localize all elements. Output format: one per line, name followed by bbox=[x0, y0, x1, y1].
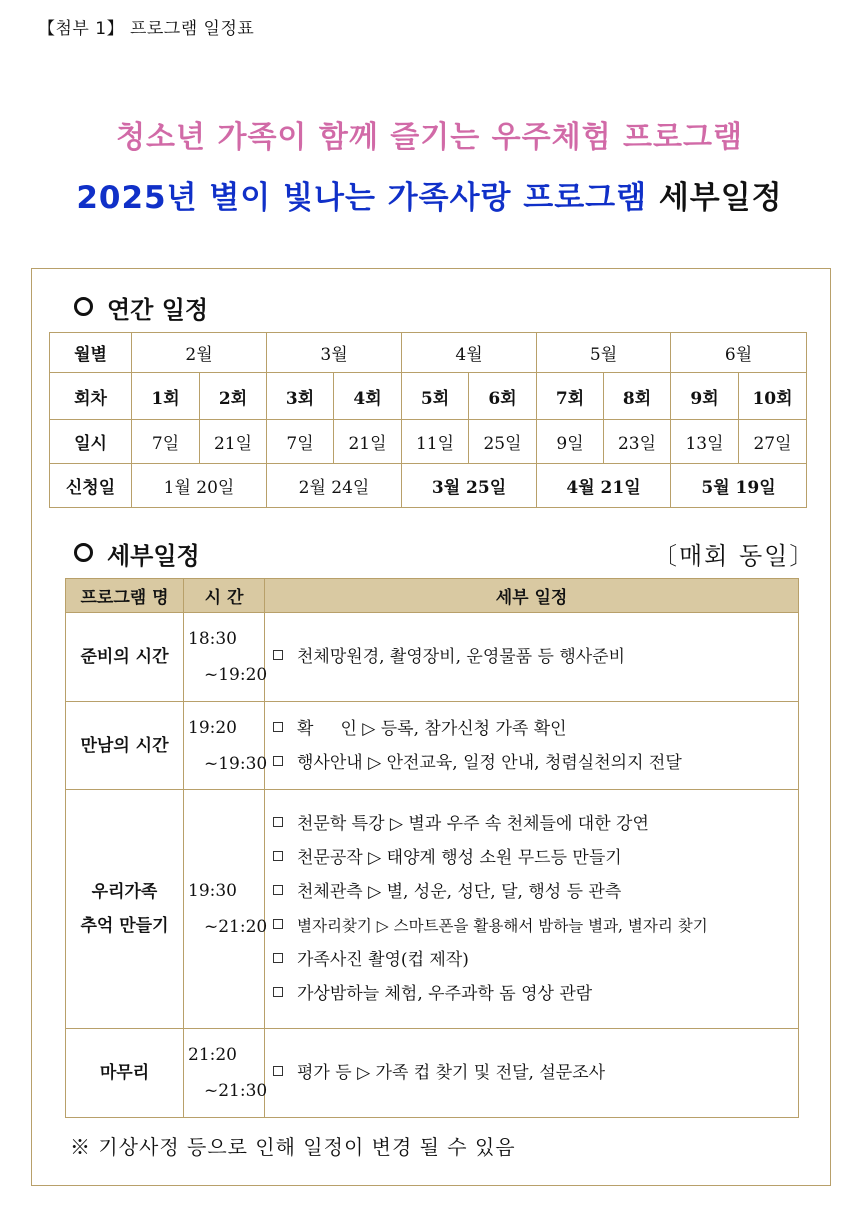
list-item: 천체관측 ▷ 별, 성운, 성단, 달, 행성 등 관측 bbox=[273, 875, 798, 909]
table-row bbox=[66, 702, 799, 790]
weather-change-note: ※ 기상사정 등으로 인해 일정이 변경 될 수 있음 bbox=[70, 1135, 516, 1159]
program-time bbox=[184, 1029, 268, 1118]
program-name: 마무리 bbox=[66, 1029, 184, 1118]
date-cell: 21일 bbox=[200, 420, 267, 464]
date-cell: 7일 bbox=[132, 420, 200, 464]
list-item: 별자리찾기 ▷ 스마트폰을 활용해서 밤하늘 별과, 별자리 찾기 bbox=[273, 909, 798, 943]
month-row bbox=[50, 333, 807, 373]
list-item: 천문학 특강 ▷ 별과 우주 속 천체들에 대한 강연 bbox=[273, 807, 798, 841]
session-cell: 9회 bbox=[671, 373, 739, 420]
row-label-date: 일시 bbox=[50, 420, 132, 464]
apply-date-cell: 2월 24일 bbox=[267, 464, 402, 508]
attachment-label: 【첨부 1】 프로그램 일정표 bbox=[38, 19, 255, 39]
square-bullet-icon bbox=[273, 722, 283, 732]
month-cell: 4월 bbox=[402, 333, 537, 373]
session-cell: 3회 bbox=[267, 373, 334, 420]
program-name: 만남의 시간 bbox=[66, 702, 184, 790]
row-label-apply: 신청일 bbox=[50, 464, 132, 508]
session-cell: 8회 bbox=[604, 373, 671, 420]
program-time bbox=[184, 790, 268, 1029]
square-bullet-icon bbox=[273, 650, 283, 660]
list-item: 행사안내 ▷ 안전교육, 일정 안내, 청렴실천의지 전달 bbox=[273, 746, 798, 780]
list-item: 평가 등 ▷ 가족 컵 찾기 및 전달, 설문조사 bbox=[273, 1056, 798, 1090]
square-bullet-icon bbox=[273, 987, 283, 997]
apply-date-cell: 5월 19일 bbox=[671, 464, 807, 508]
annual-schedule-heading bbox=[74, 290, 208, 325]
date-cell: 7일 bbox=[267, 420, 334, 464]
circle-bullet-icon bbox=[74, 297, 93, 316]
list-item: 확 인 ▷ 등록, 참가신청 가족 확인 bbox=[273, 712, 798, 746]
time-end: ~21:20 bbox=[204, 917, 268, 937]
circle-bullet-icon bbox=[74, 543, 93, 562]
table-row bbox=[66, 790, 799, 1029]
square-bullet-icon bbox=[273, 885, 283, 895]
time-end: ~19:20 bbox=[204, 665, 268, 685]
square-bullet-icon bbox=[273, 851, 283, 861]
square-bullet-icon bbox=[273, 919, 283, 929]
month-cell: 6월 bbox=[671, 333, 807, 373]
date-cell: 13일 bbox=[671, 420, 739, 464]
program-subtitle: 청소년 가족이 함께 즐기는 우주체험 프로그램 bbox=[116, 120, 743, 155]
program-time bbox=[184, 613, 268, 702]
program-detail bbox=[265, 613, 799, 702]
program-title-suffix: 세부일정 bbox=[658, 180, 783, 216]
time-start: 21:20 bbox=[188, 1045, 237, 1065]
list-item: 천문공작 ▷ 태양계 행성 소원 무드등 만들기 bbox=[273, 841, 798, 875]
detail-schedule-table bbox=[65, 578, 799, 1118]
date-cell: 9일 bbox=[537, 420, 604, 464]
square-bullet-icon bbox=[273, 817, 283, 827]
list-item: 천체망원경, 촬영장비, 운영물품 등 행사준비 bbox=[273, 640, 798, 674]
square-bullet-icon bbox=[273, 1066, 283, 1076]
time-end: ~19:30 bbox=[204, 753, 268, 774]
program-title-main: 2025년 별이 빛나는 가족사랑 프로그램 bbox=[76, 180, 648, 216]
date-cell: 25일 bbox=[469, 420, 537, 464]
program-name: 준비의 시간 bbox=[66, 613, 184, 702]
month-cell: 3월 bbox=[267, 333, 402, 373]
program-time bbox=[184, 702, 268, 790]
detail-heading-text: 세부일정 bbox=[107, 541, 200, 570]
session-cell: 10회 bbox=[739, 373, 807, 420]
time-start: 18:30 bbox=[188, 629, 237, 649]
program-detail bbox=[265, 790, 799, 1029]
detail-schedule-heading bbox=[74, 536, 200, 571]
date-row bbox=[50, 420, 807, 464]
session-cell: 6회 bbox=[469, 373, 537, 420]
date-cell: 23일 bbox=[604, 420, 671, 464]
program-name: 우리가족 추억 만들기 bbox=[66, 790, 184, 1029]
date-cell: 21일 bbox=[334, 420, 402, 464]
table-row bbox=[66, 1029, 799, 1118]
time-start: 19:30 bbox=[188, 881, 237, 901]
program-detail bbox=[265, 702, 799, 790]
apply-date-cell: 1월 20일 bbox=[132, 464, 267, 508]
table-row bbox=[66, 613, 799, 702]
square-bullet-icon bbox=[273, 953, 283, 963]
date-cell: 27일 bbox=[739, 420, 807, 464]
row-label-session: 회차 bbox=[50, 373, 132, 420]
square-bullet-icon bbox=[273, 756, 283, 766]
session-cell: 4회 bbox=[334, 373, 402, 420]
annual-heading-text: 연간 일정 bbox=[107, 295, 209, 324]
list-item: 가족사진 촬영(컵 제작) bbox=[273, 943, 798, 977]
month-cell: 2월 bbox=[132, 333, 267, 373]
session-cell: 7회 bbox=[537, 373, 604, 420]
apply-row bbox=[50, 464, 807, 508]
session-cell: 5회 bbox=[402, 373, 469, 420]
month-cell: 5월 bbox=[537, 333, 671, 373]
program-title bbox=[0, 172, 859, 217]
time-end: ~21:30 bbox=[204, 1081, 268, 1101]
list-item: 가상밤하늘 체험, 우주과학 돔 영상 관람 bbox=[273, 977, 798, 1011]
apply-date-cell: 4월 21일 bbox=[537, 464, 671, 508]
session-cell: 1회 bbox=[132, 373, 200, 420]
annual-schedule-table bbox=[49, 332, 807, 508]
detail-header-row bbox=[66, 579, 799, 613]
col-header-program: 프로그램 명 bbox=[66, 579, 184, 613]
program-detail bbox=[265, 1029, 799, 1118]
same-every-session-note: 〔매회 동일〕 bbox=[653, 542, 816, 570]
row-label-month: 월별 bbox=[50, 333, 132, 373]
session-cell: 2회 bbox=[200, 373, 267, 420]
date-cell: 11일 bbox=[402, 420, 469, 464]
session-row bbox=[50, 373, 807, 420]
time-start: 19:20 bbox=[188, 717, 237, 738]
apply-date-cell: 3월 25일 bbox=[402, 464, 537, 508]
col-header-time: 시 간 bbox=[184, 579, 265, 613]
col-header-detail: 세부 일정 bbox=[265, 579, 799, 613]
